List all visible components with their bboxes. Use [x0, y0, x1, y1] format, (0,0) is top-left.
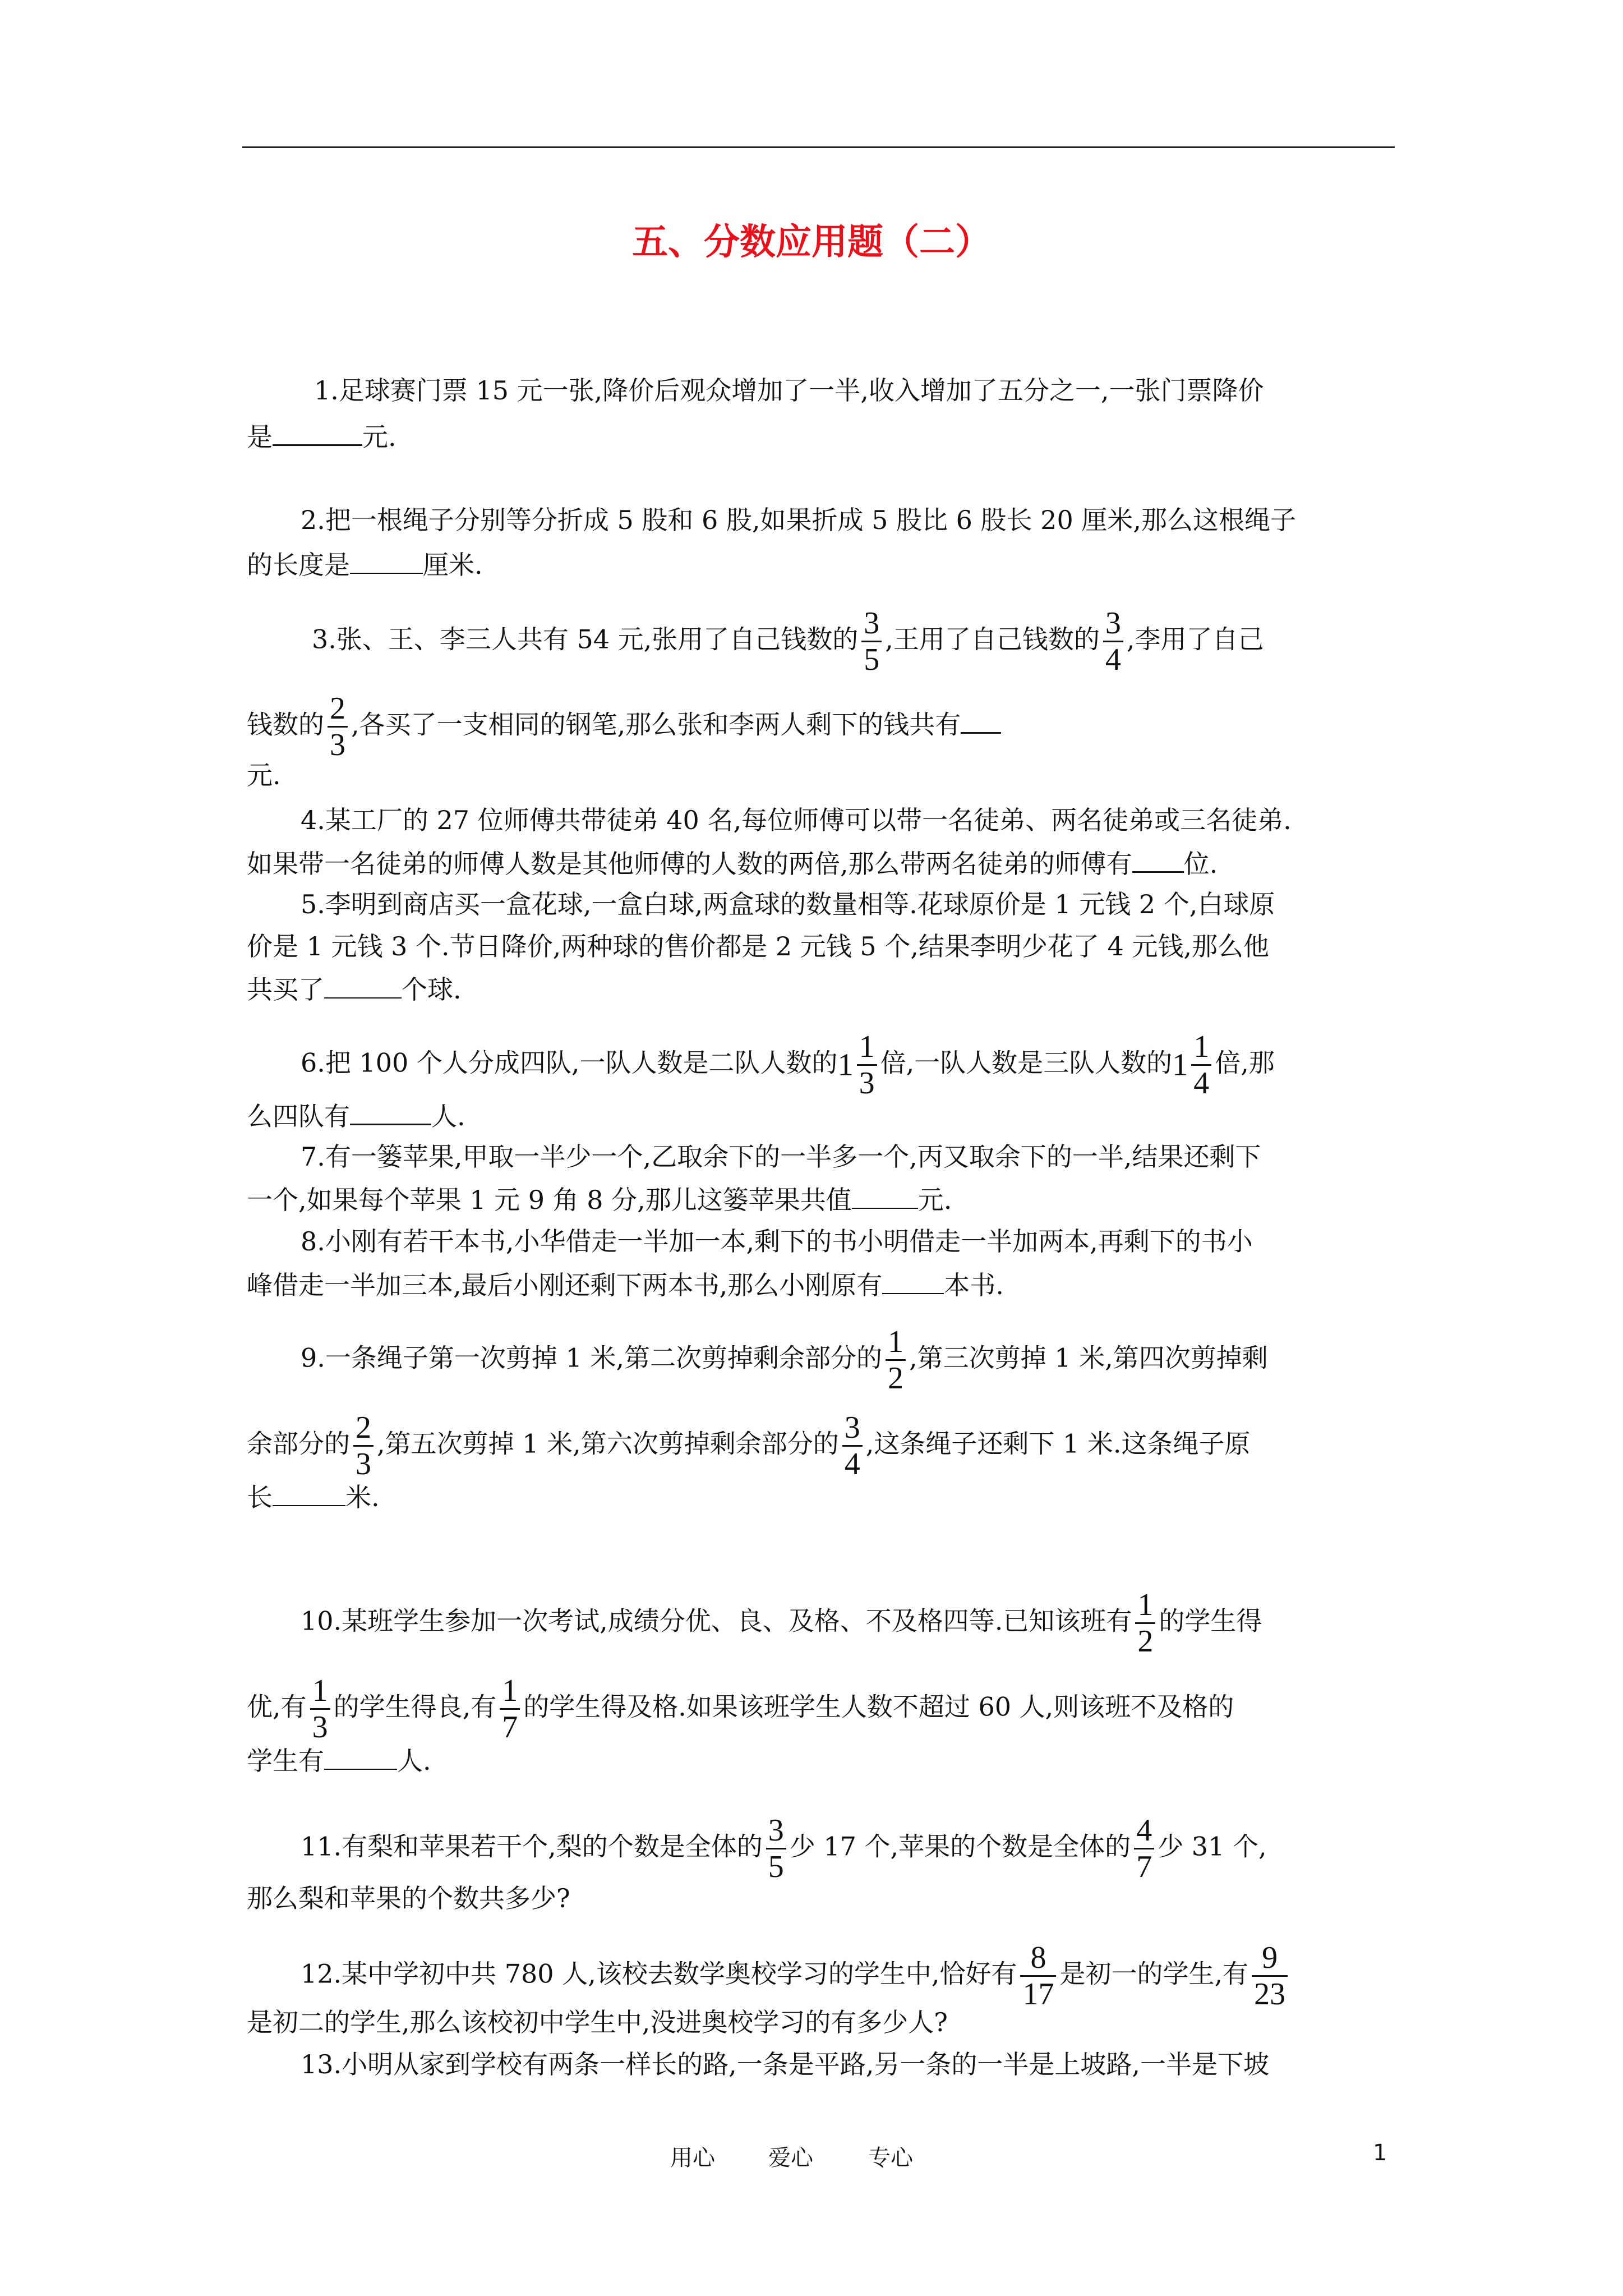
problem-6-line-2: 么四队有 人.: [247, 1098, 465, 1133]
problem-8-line-2: 峰借走一半加三本,最后小刚还剩下两本书,那么小刚原有 本书.: [247, 1267, 1004, 1302]
problem-12-line-2: 是初二的学生,那么该校初中学生中,没进奥校学习的有多少人?: [247, 2007, 948, 2037]
fraction: $\frac{1}{3}$: [857, 1029, 877, 1101]
problem-9-line-3: 长 米.: [247, 1479, 380, 1514]
fraction: $\frac{3}{5}$: [861, 606, 882, 677]
problem-7-line-2: 一个,如果每个苹果 1 元 9 角 8 分,那儿这篓苹果共值 元.: [247, 1182, 952, 1217]
problem-12-line-1: 12.某中学初中共 780 人,该校去数学奥校学习的学生中,恰好有 $\frac{8}{17}$ 是初一的学生,有 $\frac{9}{23}$: [301, 1940, 1291, 2012]
fraction: $\frac{3}{5}$: [766, 1813, 786, 1884]
fraction: $\frac{1}{2}$: [1135, 1588, 1155, 1659]
problem-13-line-1: 13.小明从家到学校有两条一样长的路,一条是平路,另一条的一半是上坡路,一半是下坡: [301, 2049, 1270, 2079]
answer-blank[interactable]: [350, 1098, 431, 1125]
page-title: 五、分数应用题（二）: [632, 222, 991, 263]
problem-9-line-2: 余部分的 $\frac{2}{3}$ ,第五次剪掉 1 米,第六次剪掉剩余部分的 $\frac{3}{4}$ ,这条绳子还剩下 1 米.这条绳子原: [247, 1410, 1251, 1481]
problem-10-line-1: 10.某班学生参加一次考试,成绩分优、良、及格、不及格四等.已知该班有 $\frac{1}{2}$ 的学生得: [301, 1588, 1262, 1659]
footer-motto-2: 爱心: [768, 2145, 813, 2171]
fraction: $\frac{1}{4}$: [1191, 1029, 1211, 1101]
fraction: $\frac{1}{3}$: [310, 1673, 330, 1745]
fraction: $\frac{1}{7}$: [500, 1673, 520, 1745]
footer-motto-1: 用心: [670, 2145, 715, 2171]
fraction: $\frac{9}{23}$: [1252, 1940, 1288, 2012]
header-rule: [242, 146, 1395, 148]
problem-9-line-1: 9.一条绳子第一次剪掉 1 米,第二次剪掉剩余部分的 $\frac{1}{2}$ ,第三次剪掉 1 米,第四次剪掉剩: [301, 1324, 1268, 1396]
answer-blank[interactable]: [324, 972, 402, 999]
problem-5-line-2: 价是 1 元钱 3 个.节日降价,两种球的售价都是 2 元钱 5 个,结果李明少花了 4 元钱,那么他: [247, 931, 1270, 961]
answer-blank[interactable]: [882, 1267, 944, 1294]
answer-blank[interactable]: [273, 418, 362, 446]
problem-10-line-2: 优,有 $\frac{1}{3}$ 的学生得良,有 $\frac{1}{7}$ 的学生得及格.如果该班学生人数不超过 60 人,则该班不及格的: [247, 1673, 1234, 1745]
problem-4-line-2: 如果带一名徒弟的师傅人数是其他师傅的人数的两倍,那么带两名徒弟的师傅有 位.: [247, 845, 1218, 881]
problem-3-line-2: 钱数的 $\frac{2}{3}$ ,各买了一支相同的钢笔,那么张和李两人剩下的钱共有: [247, 691, 1001, 762]
problem-4-line-1: 4.某工厂的 27 位师傅共带徒弟 40 名,每位师傅可以带一名徒弟、两名徒弟或三名徒弟.: [301, 805, 1292, 835]
answer-blank[interactable]: [324, 1743, 397, 1770]
problem-10-line-3: 学生有 人.: [247, 1743, 431, 1778]
fraction: $\frac{2}{3}$: [328, 691, 348, 762]
problem-6-line-1: 6.把 100 个人分成四队,一队人数是二队人数的1 $\frac{1}{3}$ 倍,一队人数是三队人数的1 $\frac{1}{4}$ 倍,那: [301, 1029, 1275, 1101]
problem-5-line-3: 共买了 个球.: [247, 972, 462, 1006]
problem-8-line-1: 8.小刚有若干本书,小华借走一半加一本,剩下的书小明借走一半加两本,再剩下的书小: [301, 1226, 1253, 1257]
problem-7-line-1: 7.有一篓苹果,甲取一半少一个,乙取余下的一半多一个,丙又取余下的一半,结果还剩下: [301, 1142, 1261, 1172]
problem-1-line-1: 1.足球赛门票 15 元一张,降价后观众增加了一半,收入增加了五分之一,一张门票降价: [314, 375, 1264, 406]
answer-blank[interactable]: [852, 1182, 918, 1209]
fraction: $\frac{3}{4}$: [842, 1410, 863, 1481]
fraction: $\frac{1}{2}$: [886, 1324, 906, 1396]
fraction: $\frac{8}{17}$: [1020, 1940, 1056, 2012]
answer-blank[interactable]: [1132, 845, 1184, 873]
problem-2-line-1: 2.把一根绳子分别等分折成 5 股和 6 股,如果折成 5 股比 6 股长 20 厘米,那么这根绳子: [301, 505, 1296, 535]
page-number: 1: [1373, 2140, 1387, 2166]
problem-2-line-2: 的长度是 厘米.: [247, 547, 483, 582]
problem-3-line-3: 元.: [247, 760, 281, 790]
footer-motto-3: 专心: [868, 2145, 913, 2171]
problem-1-line-2: 是 元.: [247, 418, 396, 454]
fraction: $\frac{2}{3}$: [353, 1410, 374, 1481]
problem-3-line-1: 3.张、王、李三人共有 54 元,张用了自己钱数的 $\frac{3}{5}$ ,王用了自己钱数的 $\frac{3}{4}$ ,李用了自己: [312, 606, 1264, 677]
fraction: $\frac{4}{7}$: [1134, 1813, 1154, 1884]
answer-blank[interactable]: [273, 1479, 345, 1506]
problem-5-line-1: 5.李明到商店买一盒花球,一盒白球,两盒球的数量相等.花球原价是 1 元钱 2 个,白球原: [301, 889, 1275, 919]
answer-blank[interactable]: [350, 547, 423, 574]
fraction: $\frac{3}{4}$: [1103, 606, 1123, 677]
problem-11-line-2: 那么梨和苹果的个数共多少?: [247, 1883, 570, 1913]
problem-11-line-1: 11.有梨和苹果若干个,梨的个数是全体的 $\frac{3}{5}$ 少 17 个,苹果的个数是全体的 $\frac{4}{7}$ 少 31 个,: [301, 1813, 1267, 1884]
answer-blank[interactable]: [961, 706, 1001, 734]
